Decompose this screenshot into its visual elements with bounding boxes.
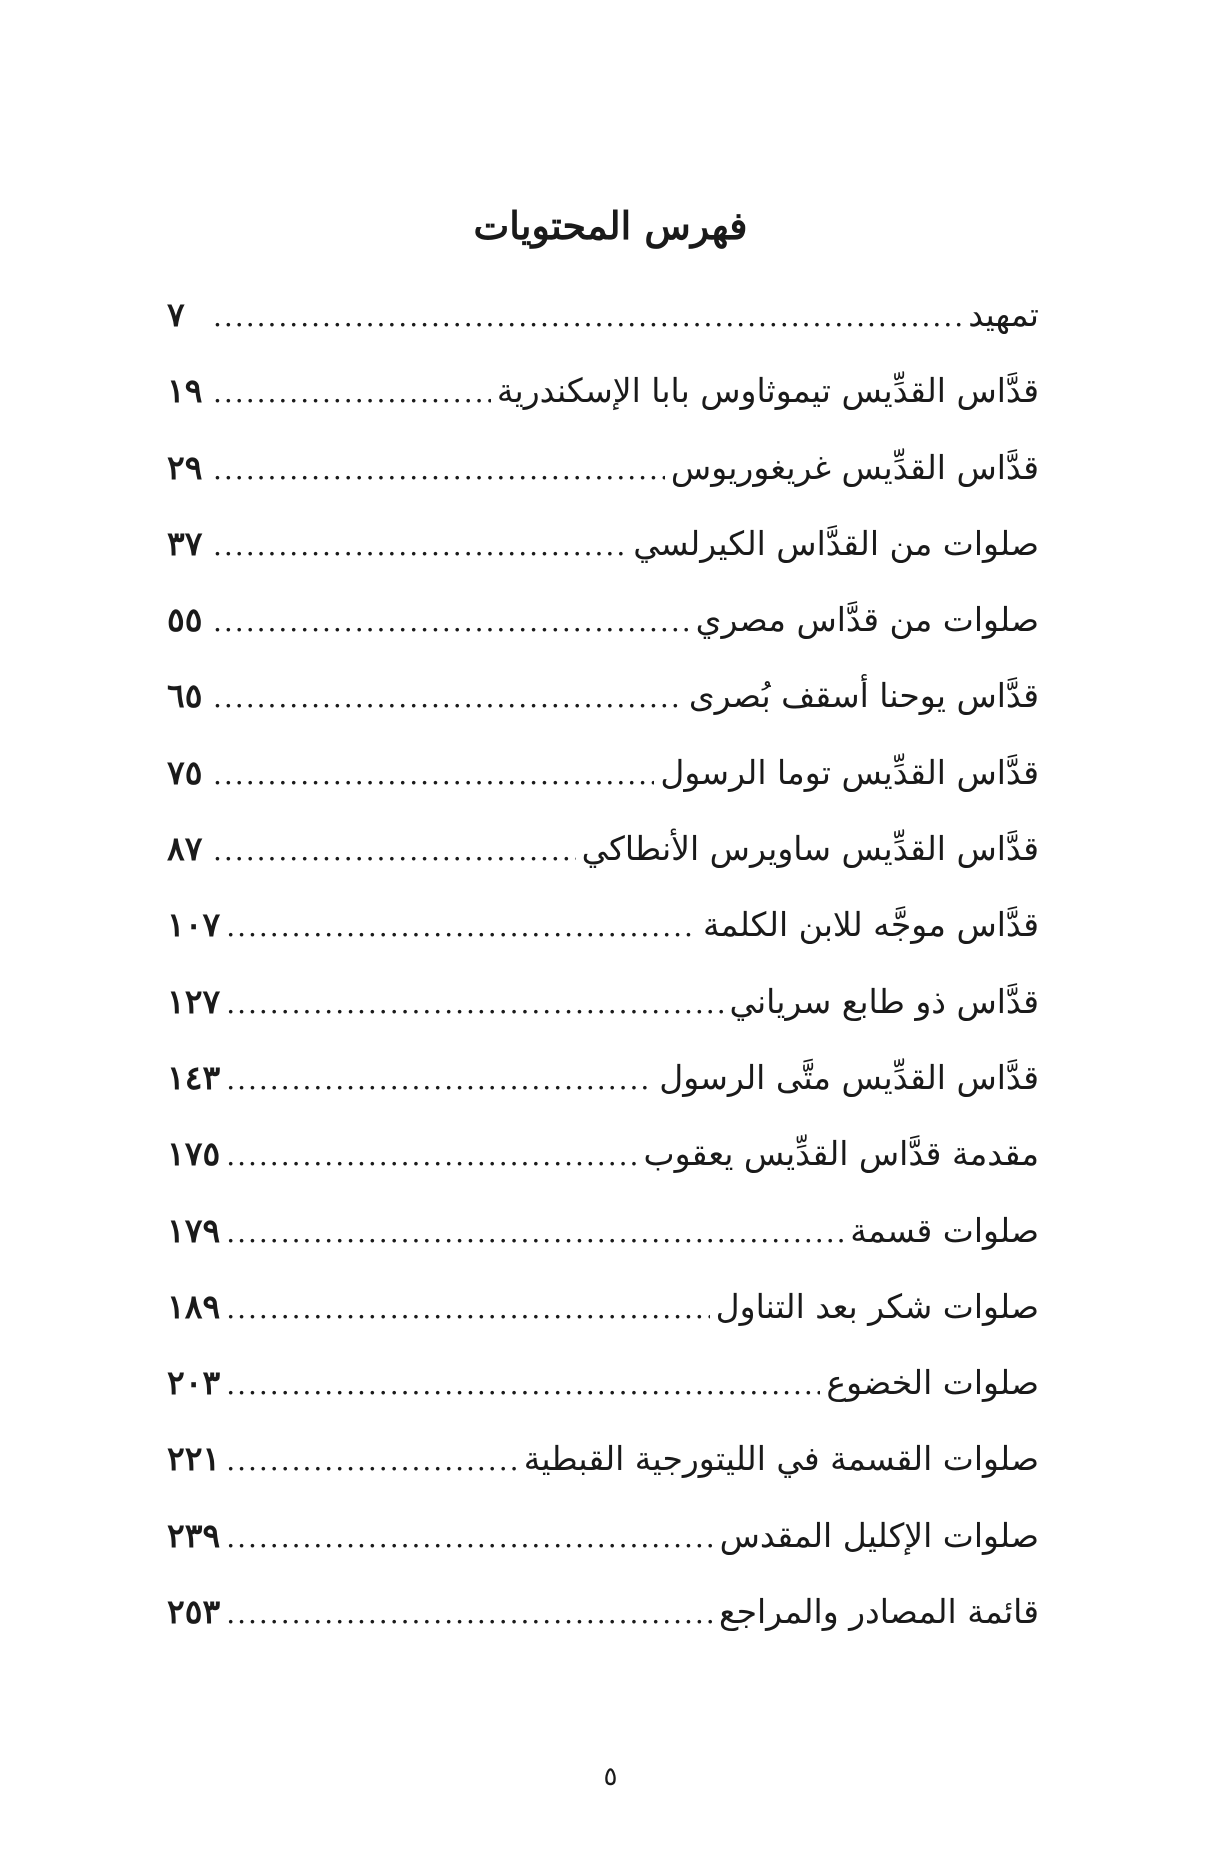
toc-entry-page-number: ٧٥ bbox=[167, 752, 203, 792]
page-number: ٥ bbox=[603, 1762, 618, 1792]
toc-entry bbox=[167, 366, 1039, 442]
toc-entry-page-number: ٣٧ bbox=[167, 523, 203, 563]
dot-leader bbox=[213, 597, 690, 647]
dot-leader bbox=[213, 750, 654, 800]
dot-leader bbox=[226, 1360, 820, 1410]
toc-entry-page-number: ١٩ bbox=[167, 371, 203, 411]
toc-entry-page-number: ٢٩ bbox=[167, 447, 203, 487]
toc-entry bbox=[167, 519, 1039, 595]
toc-entry-title: قدَّاس القدِّيس ساويرس الأنطاكي bbox=[581, 829, 1039, 869]
dot-leader bbox=[226, 902, 697, 952]
toc-entry bbox=[167, 900, 1039, 976]
dot-leader bbox=[226, 1055, 653, 1105]
toc-entry-page-number: ١٨٩ bbox=[167, 1286, 221, 1326]
toc-entry-page-number: ٥٥ bbox=[167, 600, 203, 640]
toc-entry bbox=[167, 824, 1039, 900]
toc-entry-title: تمهيد bbox=[968, 295, 1039, 334]
toc-entry bbox=[167, 1053, 1039, 1129]
dot-leader bbox=[213, 521, 627, 571]
toc-entry-page-number: ١٤٣ bbox=[167, 1057, 221, 1097]
dot-leader bbox=[213, 673, 683, 723]
toc-entry-title: قائمة المصادر والمراجع bbox=[719, 1592, 1039, 1632]
toc-list bbox=[167, 290, 1039, 1663]
dot-leader bbox=[213, 445, 665, 495]
toc-entry bbox=[167, 977, 1039, 1053]
toc-entry bbox=[167, 290, 1039, 366]
toc-entry-title: قدَّاس ذو طابع سرياني bbox=[729, 981, 1039, 1021]
toc-entry-page-number: ٢٢١ bbox=[167, 1439, 221, 1479]
toc-entry-title: قدَّاس يوحنا أسقف بُصرى bbox=[688, 676, 1039, 716]
toc-entry bbox=[167, 1434, 1039, 1510]
toc-entry-title: قدَّاس القدِّيس متَّى الرسول bbox=[659, 1057, 1039, 1097]
toc-entry-page-number: ١٠٧ bbox=[167, 905, 221, 945]
dot-leader bbox=[226, 1589, 713, 1639]
dot-leader bbox=[213, 292, 962, 342]
toc-entry bbox=[167, 1587, 1039, 1663]
toc-entry bbox=[167, 671, 1039, 747]
toc-entry-title: قدَّاس القدِّيس غريغوريوس bbox=[670, 447, 1039, 487]
toc-entry-title: صلوات قسمة bbox=[850, 1210, 1039, 1250]
toc-entry bbox=[167, 1358, 1039, 1434]
toc-entry-title: قدَّاس القدِّيس تيموثاوس بابا الإسكندرية bbox=[496, 371, 1039, 411]
toc-entry-page-number: ٦٥ bbox=[167, 676, 203, 716]
dot-leader bbox=[213, 368, 491, 418]
toc-entry-title: صلوات شكر بعد التناول bbox=[715, 1286, 1039, 1326]
toc-entry bbox=[167, 1129, 1039, 1205]
toc-entry-title: صلوات الخضوع bbox=[826, 1363, 1039, 1403]
toc-entry bbox=[167, 595, 1039, 671]
toc-entry bbox=[167, 1282, 1039, 1358]
dot-leader bbox=[226, 1513, 713, 1563]
dot-leader bbox=[213, 826, 576, 876]
toc-entry-page-number: ١٧٥ bbox=[167, 1134, 221, 1174]
toc-entry-page-number: ١٧٩ bbox=[167, 1210, 221, 1250]
toc-entry bbox=[167, 443, 1039, 519]
toc-entry-page-number: ٨٧ bbox=[167, 829, 203, 869]
toc-entry-title: مقدمة قدَّاس القدِّيس يعقوب bbox=[643, 1134, 1039, 1174]
toc-entry-title: صلوات من قدَّاس مصري bbox=[695, 600, 1039, 640]
toc-entry-page-number: ٢٠٣ bbox=[167, 1363, 221, 1403]
toc-entry-page-number: ٧ bbox=[167, 295, 185, 334]
toc-entry bbox=[167, 1511, 1039, 1587]
toc-entry-title: صلوات القسمة في الليتورجية القبطية bbox=[523, 1439, 1039, 1479]
toc-entry-page-number: ٢٣٩ bbox=[167, 1515, 221, 1555]
dot-leader bbox=[226, 1131, 637, 1181]
toc-entry-title: صلوات الإكليل المقدس bbox=[719, 1515, 1039, 1555]
toc-entry-page-number: ١٢٧ bbox=[167, 981, 221, 1021]
toc-entry-page-number: ٢٥٣ bbox=[167, 1592, 221, 1632]
toc-entry-title: قدَّاس موجَّه للابن الكلمة bbox=[702, 905, 1039, 945]
toc-entry bbox=[167, 1206, 1039, 1282]
dot-leader bbox=[226, 1436, 518, 1486]
dot-leader bbox=[226, 1284, 709, 1334]
toc-entry bbox=[167, 748, 1039, 824]
dot-leader bbox=[226, 1208, 844, 1258]
page-title: فهرس المحتويات bbox=[473, 203, 748, 248]
toc-entry-title: قدَّاس القدِّيس توما الرسول bbox=[660, 752, 1039, 792]
toc-entry-title: صلوات من القدَّاس الكيرلسي bbox=[633, 523, 1039, 563]
dot-leader bbox=[226, 979, 723, 1029]
